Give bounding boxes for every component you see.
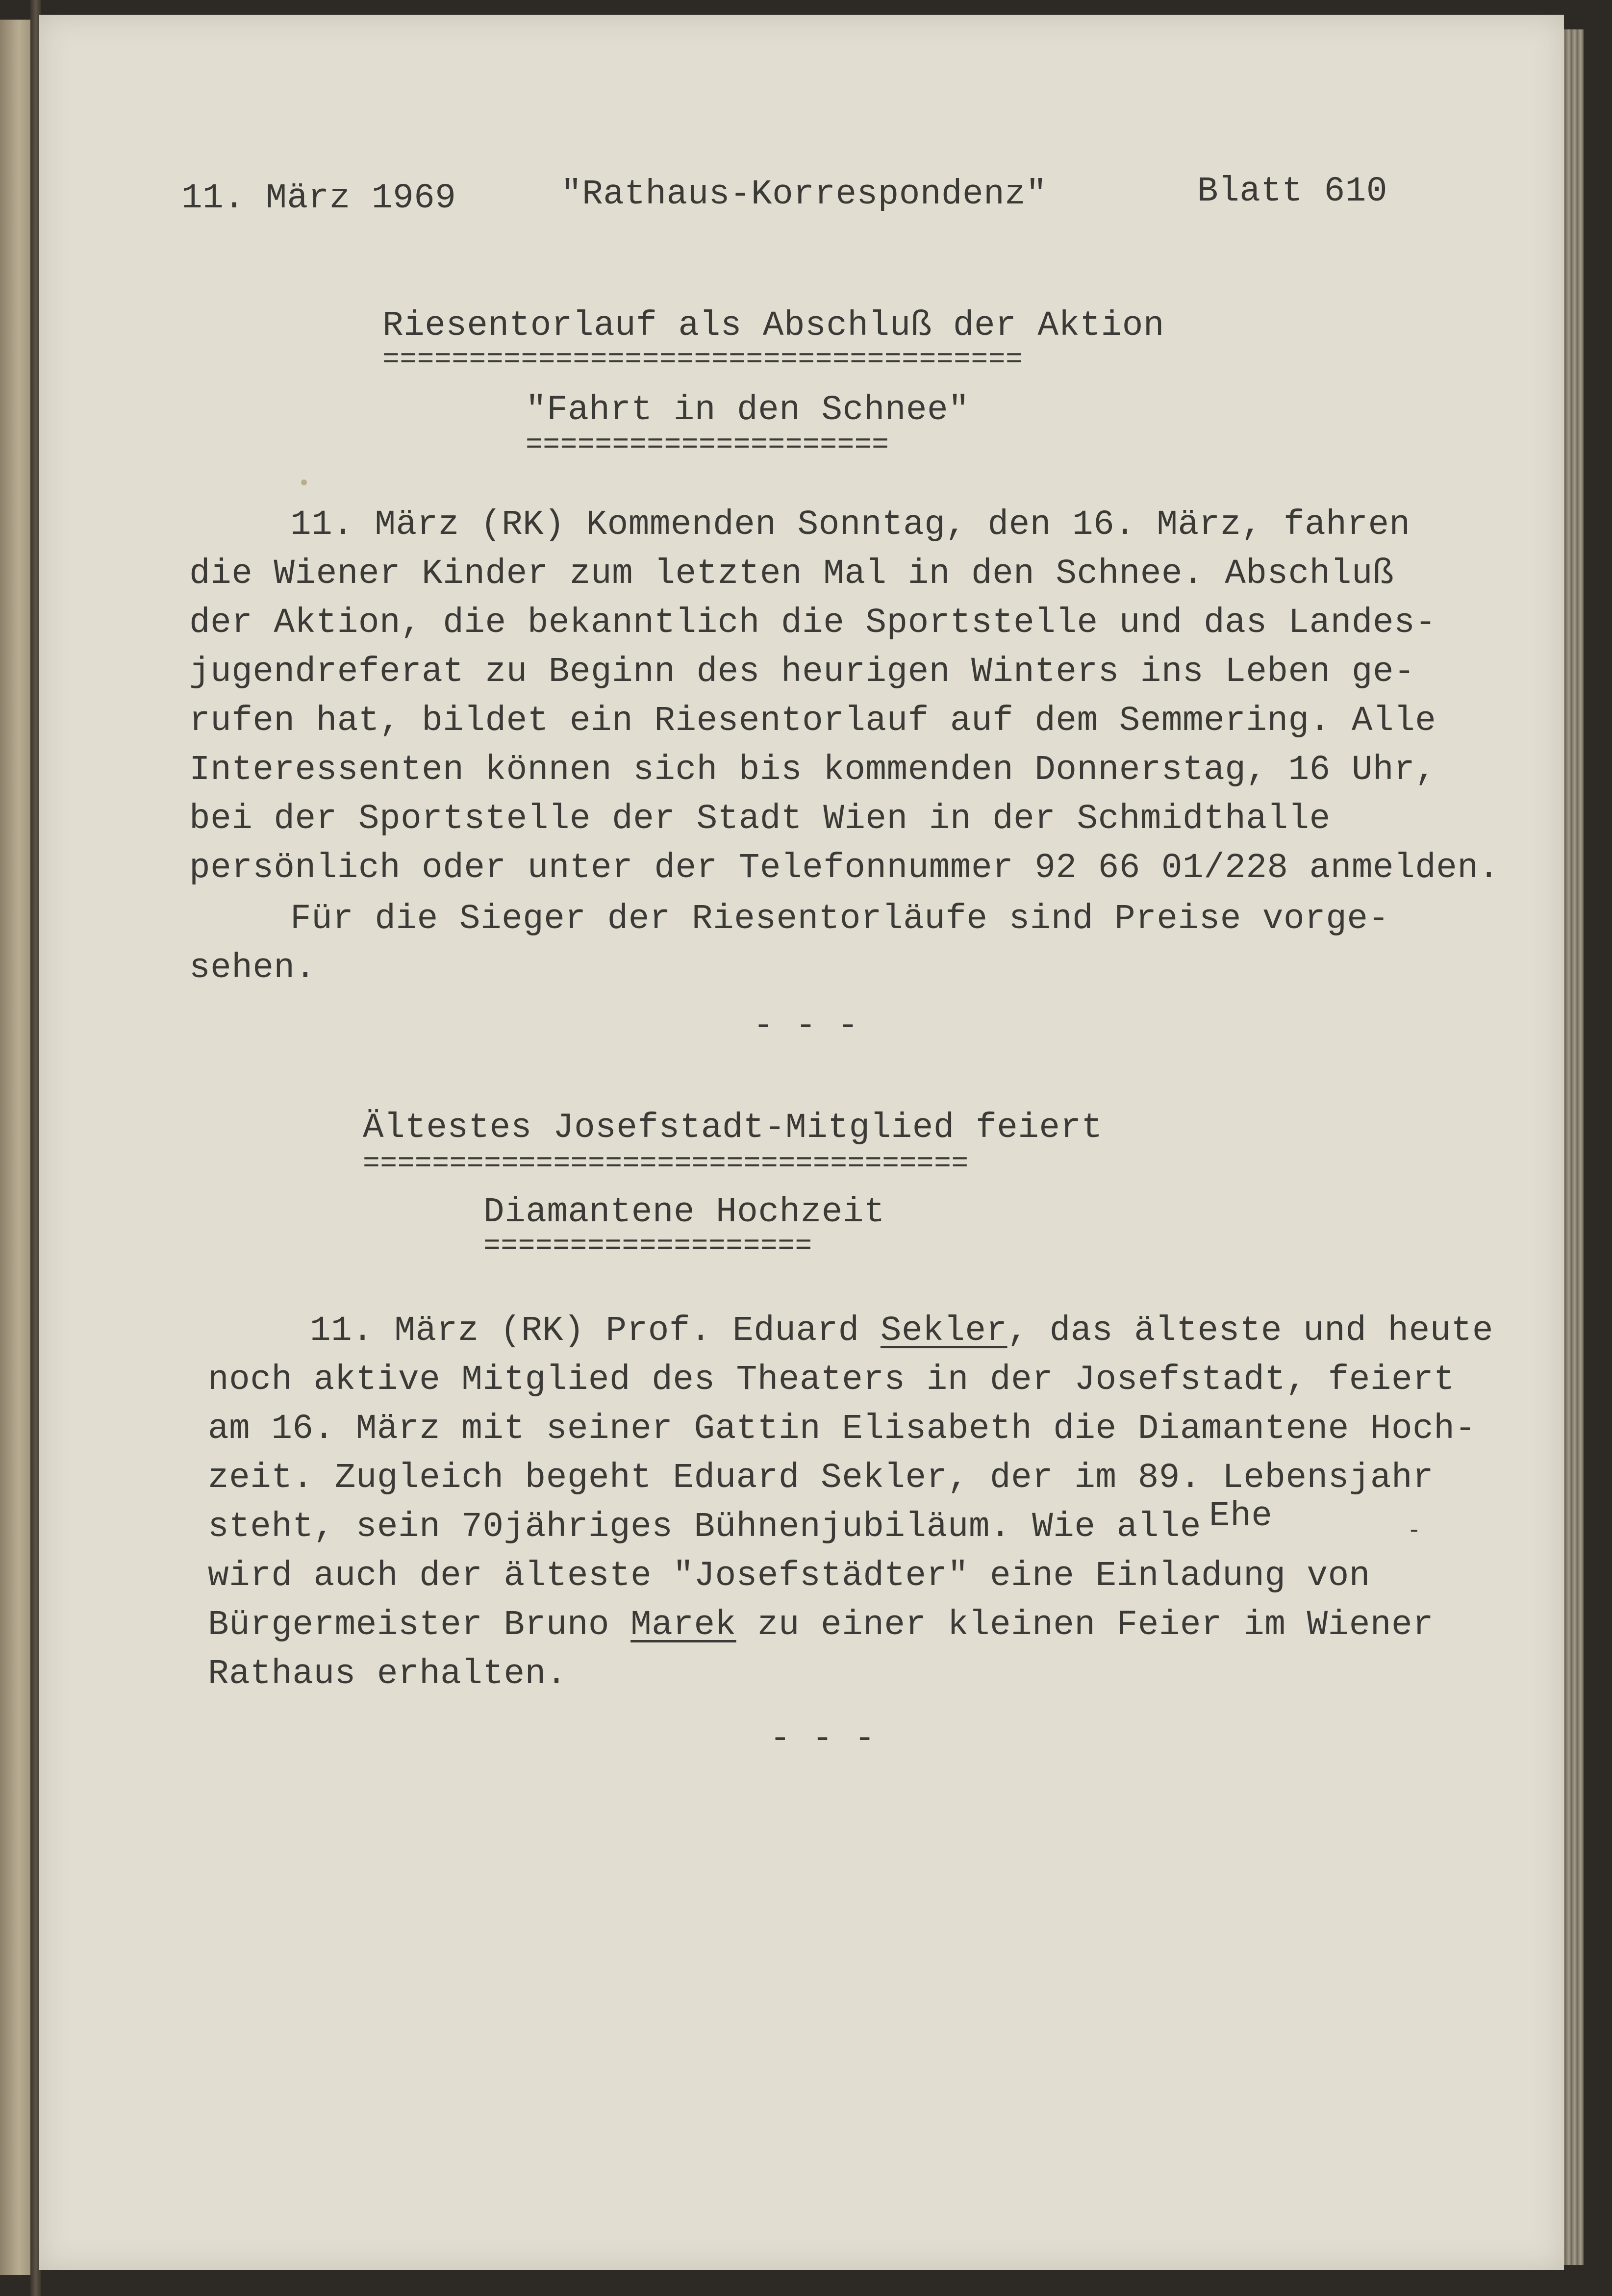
article1-line: Für die Sieger der Riesentorläufe sind Preise vorge- — [290, 900, 1389, 939]
article2-line1-prefix: 11. März (RK) Prof. Eduard — [310, 1312, 881, 1351]
adjacent-page-edge — [0, 20, 34, 2275]
article2-subtitle-rule: =================== — [483, 1231, 812, 1262]
article2-title-rule: =================================== — [363, 1148, 969, 1180]
article1-line: sehen. — [189, 949, 316, 988]
header-date: 11. März 1969 — [181, 179, 456, 218]
paper-fleck — [301, 479, 307, 485]
article1-title-rule: ===================================== — [382, 344, 1023, 376]
article1-line: rufen hat, bildet ein Riesentorlauf auf dem Semmering. Alle — [189, 702, 1436, 741]
article2-line: noch aktive Mitglied des Theaters in der Josefstadt, feiert — [208, 1361, 1455, 1400]
article2-line: am 16. März mit seiner Gattin Elisabeth die Diamantene Hoch- — [208, 1410, 1476, 1449]
article1-title: Riesentorlauf als Abschluß der Aktion — [382, 306, 1164, 346]
article2-line: wird auch der älteste "Josefstädter" eine Einladung von — [208, 1557, 1370, 1596]
article2-line7-prefix: Bürgermeister Bruno — [208, 1606, 631, 1645]
article1-subtitle-rule: ===================== — [526, 429, 889, 461]
article1-end-separator: - - - — [753, 1007, 859, 1046]
article1-line: persönlich oder unter der Telefonnummer 92 66 01/228 anmelden. — [189, 849, 1500, 888]
article2-line — [310, 1314, 1493, 1349]
header-sheet-number: Blatt 610 — [1197, 172, 1387, 211]
article2-end-separator: - - - — [770, 1719, 876, 1759]
typewritten-page — [39, 15, 1564, 2270]
article2-inserted-word: Ehe — [1209, 1497, 1273, 1536]
article1-line: 11. März (RK) Kommenden Sonntag, den 16. März, fahren — [290, 505, 1410, 545]
header-publication: "Rathaus-Korrespondenz" — [561, 175, 1047, 214]
article2-line: Rathaus erhalten. — [208, 1655, 567, 1694]
article1-line: Interessenten können sich bis kommenden Donnerstag, 16 Uhr, — [189, 751, 1436, 790]
article2-line: steht, sein 70jähriges Bühnenjubiläum. Wie alle — [208, 1508, 1202, 1547]
article1-line: die Wiener Kinder zum letzten Mal in den Schnee. Abschluß — [189, 555, 1394, 594]
stray-typewriter-mark: - — [1407, 1518, 1421, 1544]
article2-title: Ältestes Josefstadt-Mitglied feiert — [363, 1109, 1103, 1148]
article2-line — [208, 1608, 1434, 1643]
article2-line1-suffix: , das älteste und heute — [1007, 1312, 1494, 1351]
article2-line: zeit. Zugleich begeht Eduard Sekler, der im 89. Lebensjahr — [208, 1459, 1434, 1498]
article2-subtitle: Diamantene Hochzeit — [483, 1193, 885, 1232]
person-name-sekler: Sekler — [880, 1312, 1008, 1351]
article2-line7-suffix: zu einer kleinen Feier im Wiener — [736, 1606, 1434, 1645]
person-name-marek: Marek — [630, 1606, 736, 1645]
article1-subtitle: "Fahrt in den Schnee" — [526, 391, 970, 430]
article1-line: bei der Sportstelle der Stadt Wien in der Schmidthalle — [189, 800, 1331, 839]
article1-line: jugendreferat zu Beginn des heurigen Winters ins Leben ge- — [189, 653, 1415, 692]
article1-line: der Aktion, die bekanntlich die Sportstelle und das Landes- — [189, 604, 1436, 643]
